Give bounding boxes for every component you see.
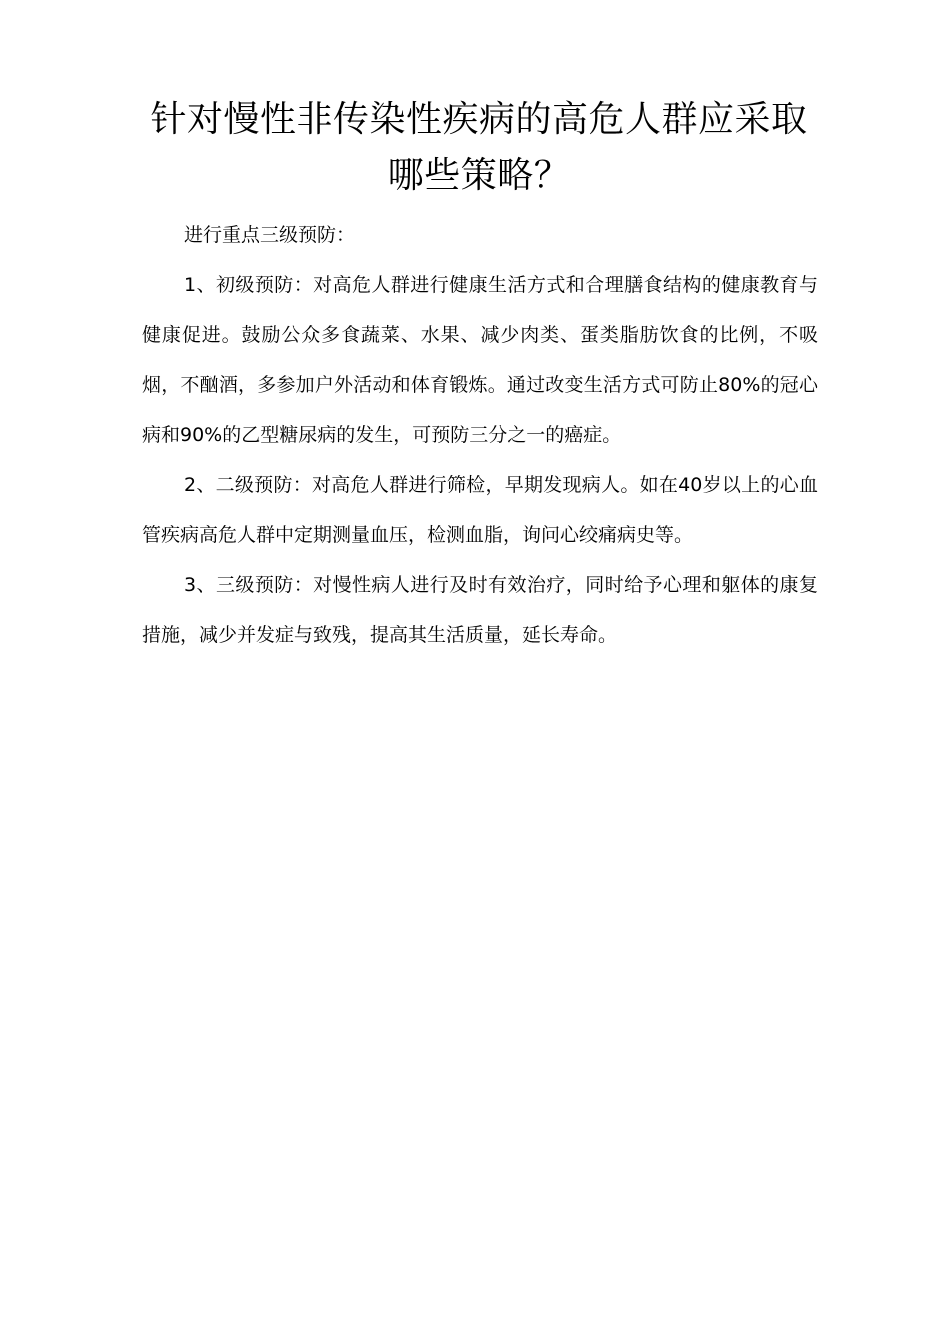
primary-prevention-paragraph: 1、初级预防：对高危人群进行健康生活方式和合理膳食结构的健康教育与健康促进。鼓励公众多食蔬菜、水果、减少肉类、蛋类脂肪饮食的比例，不吸烟，不酗酒，多参加户外活动和体育锻炼。通过改变生活方式可防止80%的冠心病和90%的乙型糖尿病的发生，可预防三分之一的癌症。 [142, 274, 818, 446]
intro-paragraph: 进行重点三级预防： [184, 224, 356, 246]
tertiary-prevention-paragraph: 3、三级预防：对慢性病人进行及时有效治疗，同时给予心理和躯体的康复措施，减少并发症与致残，提高其生活质量，延长寿命。 [142, 574, 818, 646]
secondary-prevention-paragraph: 2、二级预防：对高危人群进行筛检，早期发现病人。如在40岁以上的心血管疾病高危人群中定期测量血压，检测血脂，询问心绞痛病史等。 [142, 474, 818, 546]
document-title: 针对慢性非传染性疾病的高危人群应采取哪些策略？ [150, 99, 808, 196]
document-body [142, 210, 818, 660]
